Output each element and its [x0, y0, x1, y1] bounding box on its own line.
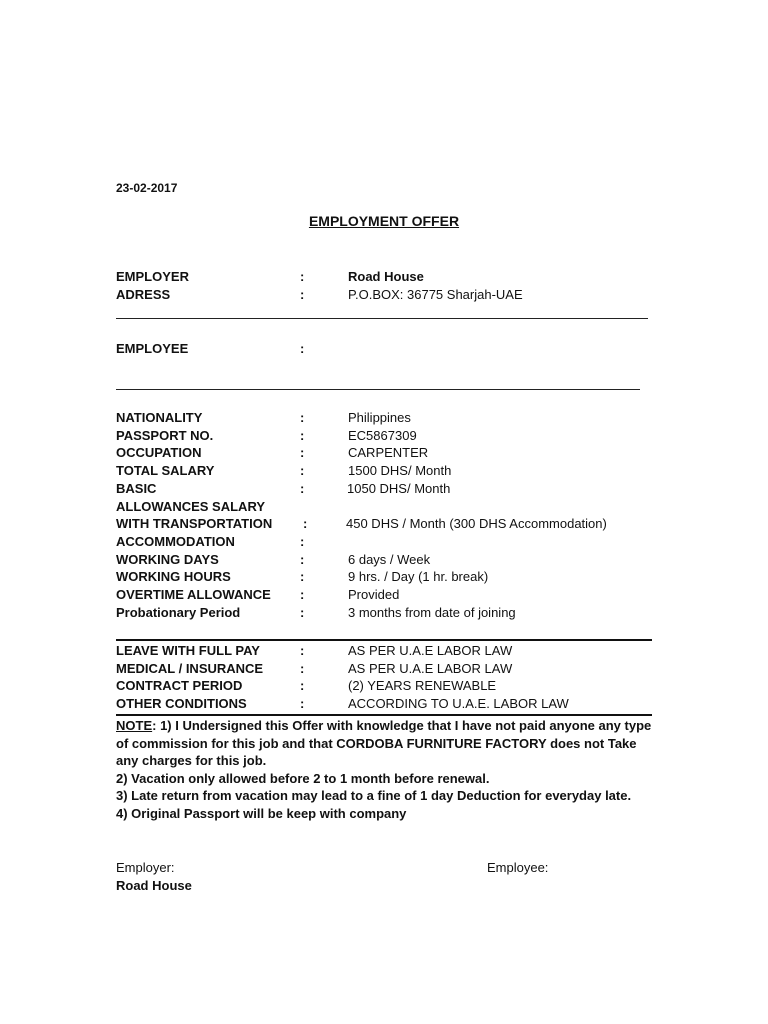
field-colon: : [303, 516, 308, 531]
note-point-3: 3) Late return from vacation may lead to a fine of 1 day Deduction for everyday late. [116, 788, 632, 803]
field-value: AS PER U.A.E LABOR LAW [348, 643, 513, 658]
field-colon: : [300, 696, 305, 711]
field-label: OVERTIME ALLOWANCE [116, 587, 271, 602]
field-label: ACCOMMODATION [116, 534, 235, 549]
field-colon: : [300, 481, 305, 496]
field-colon: : [300, 410, 305, 425]
field-value: Provided [348, 587, 400, 602]
field-colon: : [300, 341, 305, 356]
field-colon: : [300, 643, 305, 658]
employer-signature-label: Employer: [116, 860, 175, 875]
field-colon: : [300, 678, 305, 693]
field-label: Probationary Period [116, 605, 241, 620]
field-label: TOTAL SALARY [116, 463, 215, 478]
field-value: P.O.BOX: 36775 Sharjah-UAE [348, 287, 523, 302]
field-colon: : [300, 428, 305, 443]
field-label: WORKING HOURS [116, 569, 231, 584]
field-label: BASIC [116, 481, 157, 496]
field-label: OCCUPATION [116, 445, 202, 460]
document-title: EMPLOYMENT OFFER [308, 213, 460, 229]
field-colon: : [300, 463, 305, 478]
field-label: EMPLOYER [116, 269, 189, 284]
field-label: LEAVE WITH FULL PAY [116, 643, 260, 658]
field-colon: : [300, 534, 305, 549]
field-value: (2) YEARS RENEWABLE [348, 678, 497, 693]
divider-line [116, 389, 640, 390]
field-value: 9 hrs. / Day (1 hr. break) [348, 569, 489, 584]
field-value: 6 days / Week [348, 552, 431, 567]
note-point-2: 2) Vacation only allowed before 2 to 1 month before renewal. [116, 770, 490, 786]
divider-line [116, 639, 652, 641]
field-value: 450 DHS / Month (300 DHS Accommodation) [346, 516, 607, 531]
field-colon: : [300, 445, 305, 460]
field-value: 3 months from date of joining [348, 605, 516, 620]
field-value: 1050 DHS/ Month [347, 481, 451, 496]
field-colon: : [300, 605, 305, 620]
note-point-1 [116, 717, 656, 770]
field-label: NATIONALITY [116, 410, 203, 425]
employee-signature-label: Employee: [487, 860, 549, 875]
field-value: EC5867309 [348, 428, 417, 443]
field-colon: : [300, 587, 305, 602]
field-label: WORKING DAYS [116, 552, 219, 567]
field-value: 1500 DHS/ Month [348, 463, 452, 478]
document-date: 23-02-2017 [116, 181, 178, 195]
note-point-4: 4) Original Passport will be keep with company [116, 805, 407, 821]
divider-line [116, 318, 648, 319]
field-label: OTHER CONDITIONS [116, 696, 247, 711]
field-colon: : [300, 661, 305, 676]
field-value: ACCORDING TO U.A.E. LABOR LAW [348, 696, 569, 711]
field-value: AS PER U.A.E LABOR LAW [348, 661, 513, 676]
field-label: EMPLOYEE [116, 341, 189, 356]
employer-signature-name: Road House [116, 878, 192, 893]
field-label: CONTRACT PERIOD [116, 678, 243, 693]
field-label: ALLOWANCES SALARY [116, 499, 266, 514]
divider-line [116, 714, 652, 716]
field-colon: : [300, 569, 305, 584]
note-block [116, 717, 656, 822]
note-heading: NOTE [116, 718, 153, 733]
field-colon: : [300, 287, 305, 302]
field-colon: : [300, 552, 305, 567]
field-value: CARPENTER [348, 445, 429, 460]
field-label: WITH TRANSPORTATION [116, 516, 273, 531]
field-label: MEDICAL / INSURANCE [116, 661, 264, 676]
field-label: ADRESS [116, 287, 171, 302]
note-text: : 1) I Undersigned this Offer with knowledge that I have not paid anyone any type of commission for this job and that CORDOBA FURNITURE FACTORY does not Take any charges for this job. [116, 718, 652, 768]
field-label: PASSPORT NO. [116, 428, 214, 443]
field-value: Road House [348, 269, 424, 284]
field-value: Philippines [348, 410, 411, 425]
field-colon: : [300, 269, 305, 284]
